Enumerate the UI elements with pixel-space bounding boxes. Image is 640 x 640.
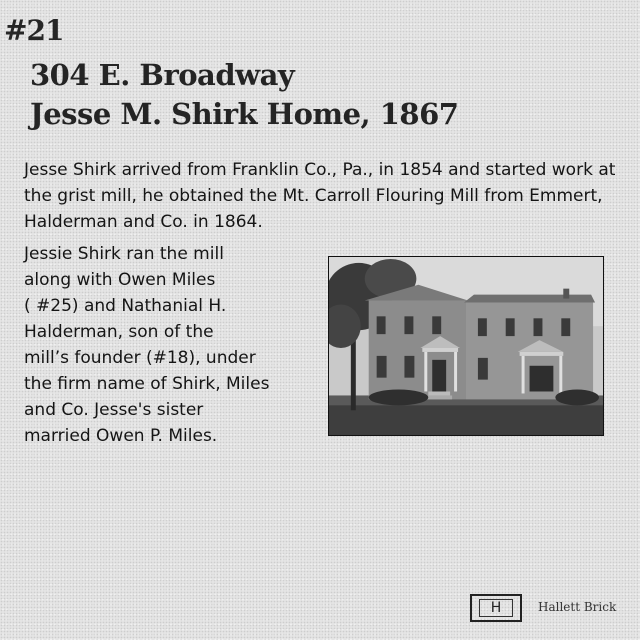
home-title-heading: Jesse M. Shirk Home, 1867 bbox=[30, 97, 459, 131]
paragraph-line: married Owen P. Miles. bbox=[24, 426, 218, 446]
house-photo bbox=[328, 256, 604, 436]
paragraph-line: Halderman, son of the bbox=[24, 322, 214, 342]
intro-paragraph: Jesse Shirk arrived from Franklin Co., Pa., in 1854 and started work at the grist mill, he obtained the Mt. Carroll Flouring Mill from Emmert, Halderman and Co. in 1864. bbox=[24, 160, 616, 232]
paragraph-line: along with Owen Miles bbox=[24, 270, 216, 290]
wrapped-paragraph bbox=[24, 241, 324, 449]
item-number: #21 bbox=[4, 14, 64, 47]
paragraph-line: Jessie Shirk ran the mill bbox=[24, 244, 224, 264]
paragraph-line: the firm name of Shirk, Miles bbox=[24, 374, 270, 394]
brand-name: Hallett Brick bbox=[538, 600, 617, 614]
paragraph-line: mill’s founder (#18), under bbox=[24, 348, 256, 368]
address-heading: 304 E. Broadway bbox=[30, 58, 295, 92]
brand-logo-letter: H bbox=[479, 599, 513, 617]
brand-logo bbox=[470, 594, 522, 622]
paragraph-line: and Co. Jesse's sister bbox=[24, 400, 204, 420]
paragraph-line: ( #25) and Nathanial H. bbox=[24, 296, 227, 316]
house-photo-illustration bbox=[329, 257, 603, 435]
